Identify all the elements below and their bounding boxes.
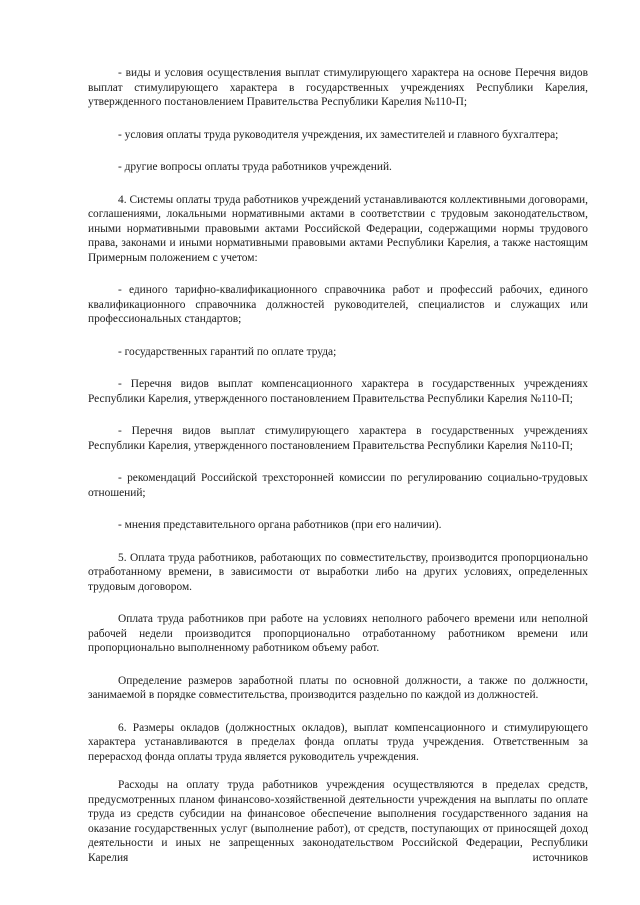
paragraph-stimulus-list: - Перечня видов выплат стимулирующего характера в государственных учреждениях Республики Карелия, утвержденного постановлением Правительства Республики Карелия №110-П; (88, 425, 588, 452)
paragraph-expenses: Расходы на оплату труда работников учреждения осуществляются в пределах средств, предусмотренных планом финансово-хозяйственной деятельности учреждения на выплаты по оплате труда из средств субсидии на финансовое обеспечение выполнения государственного задания на оказание государственных услуг (выполнение работ), от средств, поступающих от приносящей доход деятельности и иных не запрещенных законодательством Российской Федерации, Республики Карелия источников (88, 779, 588, 864)
paragraph-other-questions: - другие вопросы оплаты труда работников учреждений. (118, 161, 392, 173)
paragraph-tripartite-commission: - рекомендаций Российской трехсторонней комиссии по регулированию социально-трудовых отношений; (88, 472, 588, 499)
paragraph-state-guarantees: - государственных гарантий по оплате труда; (118, 345, 337, 358)
paragraph-section-6: 6. Размеры окладов (должностных окладов), выплат компенсационного и стимулирующего характера устанавливаются в пределах фонда оплаты труда учреждения. Ответственным за перерасход фонда оплаты труда является руководитель учреждения. (88, 721, 588, 763)
paragraph-section-5: 5. Оплата труда работников, работающих по совместительству, производится пропорционально отработанному времени, в зависимости от выработки либо на других условиях, определенных трудовым договором. (88, 551, 588, 593)
paragraph-salary-determination: Определение размеров заработной платы по основной должности, а также по должности, занимаемой в порядке совместительства, производится раздельно по каждой из должностей. (88, 674, 588, 701)
paragraph-section-4: 4. Системы оплаты труда работников учреждений устанавливаются коллективными договорами, соглашениями, локальными нормативными актами в соответствии с трудовым законодательством, иными нормативными правовыми актами Российской Федерации, содержащими нормы трудового права, законами и иными нормативными правовыми актами Республики Карелия, а также настоящим Примерным положением с учетом: (88, 193, 588, 264)
paragraph-representative-body: - мнения представительного органа работников (при его наличии). (118, 519, 442, 531)
paragraph-tariff-reference: - единого тарифно-квалификационного справочника работ и профессий рабочих, единого квалификационного справочника должностей руководителей, специалистов и служащих или профессиональных стандартов; (88, 284, 588, 325)
document-page (88, 66, 588, 865)
paragraph-stimulus-payments: - виды и условия осуществления выплат стимулирующего характера на основе Перечня видов выплат стимулирующего характера в государственных учреждениях Республики Карелия, утвержденного постановлением Правительства Республики Карелия №110-П; (88, 67, 588, 108)
paragraph-part-time: Оплата труда работников при работе на условиях неполного рабочего времени или неполной рабочей недели производится пропорционально отработанному работником времени или пропорционально выполненному работником объему работ. (88, 613, 588, 654)
paragraph-compensation-list: - Перечня видов выплат компенсационного характера в государственных учреждениях Республики Карелия, утвержденного постановлением Правительства Республики Карелия №110-П; (88, 378, 588, 405)
paragraph-manager-pay-conditions: - условия оплаты труда руководителя учреждения, их заместителей и главного бухгалтера; (118, 128, 559, 141)
